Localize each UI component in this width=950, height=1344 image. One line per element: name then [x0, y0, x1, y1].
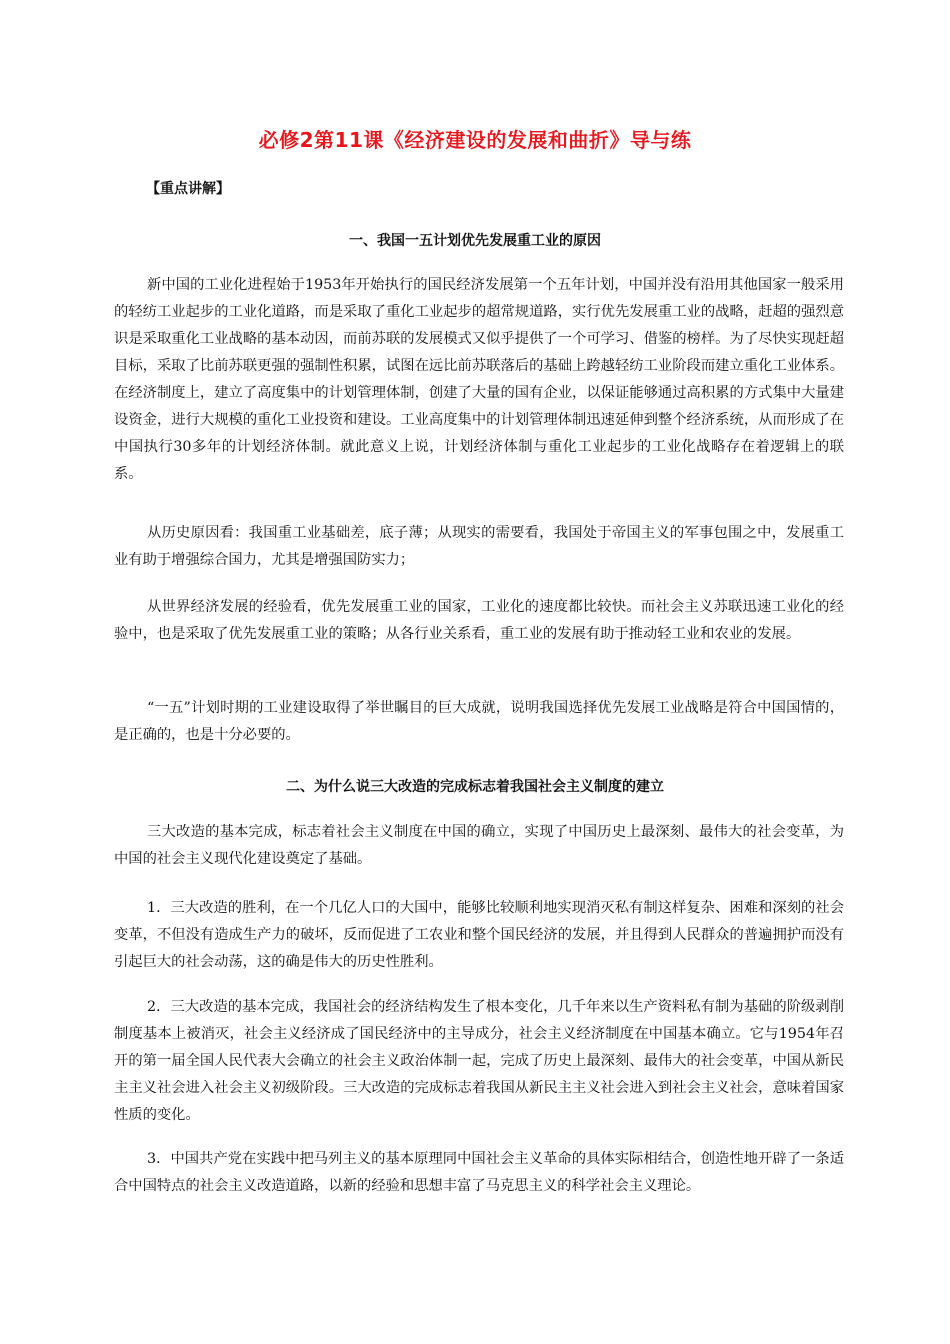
- paragraph-1: 新中国的工业化进程始于1953年开始执行的国民经济发展第一个五年计划，中国并没有沿用其他国家一般采用的轻纺工业起步的工业化道路，而是采取了重化工业起步的超常规道路，实行优先发展重工业的战略，赶超的强烈意识是采取重化工业战略的基本动因，而前苏联的发展模式又似乎提供了一个可学习、借鉴的榜样。为了尽快实现赶超目标，采取了比前苏联更强的强制性积累，试图在远比前苏联落后的基础上跨越轻纺工业阶段而建立重化工业体系。在经济制度上，建立了高度集中的计划管理体制，创建了大量的国有企业，以保证能够通过高积累的方式集中大量建设资金，进行大规模的重化工业投资和建设。工业高度集中的计划管理体制迅速延伸到整个经济系统，从而形成了在中国执行30多年的计划经济体制。就此意义上说，计划经济体制与重化工业起步的工业化战略存在着逻辑上的联系。: [114, 277, 844, 482]
- heading-one: 一、我国一五计划优先发展重工业的原因: [349, 233, 601, 249]
- paragraph-5: 三大改造的基本完成，标志着社会主义制度在中国的确立，实现了中国历史上最深刻、最伟大的社会变革，为中国的社会主义现代化建设奠定了基础。: [114, 824, 844, 867]
- paragraph-6: 1．三大改造的胜利，在一个几亿人口的大国中，能够比较顺利地实现消灭私有制这样复杂、困难和深刻的社会变革，不但没有造成生产力的破坏，反而促进了工农业和整个国民经济的发展，并且得到人民群众的普遍拥护而没有引起巨大的社会动荡，这的确是伟大的历史性胜利。: [114, 900, 844, 970]
- document-title: 必修2第11课《经济建设的发展和曲折》导与练: [258, 128, 692, 152]
- paragraph-8: 3．中国共产党在实践中把马列主义的基本原理同中国社会主义革命的具体实际相结合，创造性地开辟了一条适合中国特点的社会主义改造道路，以新的经验和思想丰富了马克思主义的科学社会主义理论。: [114, 1151, 844, 1194]
- paragraph-7: 2．三大改造的基本完成，我国社会的经济结构发生了根本变化，几千年来以生产资料私有制为基础的阶级剥削制度基本上被消灭，社会主义经济成了国民经济中的主导成分，社会主义经济制度在中国基本确立。它与1954年召开的第一届全国人民代表大会确立的社会主义政治体制一起，完成了历史上最深刻、最伟大的社会变革，中国从新民主主义社会进入社会主义初级阶段。三大改造的完成标志着我国从新民主主义社会进入到社会主义社会，意味着国家性质的变化。: [114, 999, 844, 1123]
- section-label: 【重点讲解】: [146, 181, 230, 197]
- paragraph-4: “一五”计划时期的工业建设取得了举世瞩目的巨大成就，说明我国选择优先发展工业战略是符合中国国情的，是正确的，也是十分必要的。: [114, 700, 844, 743]
- paragraph-2: 从历史原因看：我国重工业基础差，底子薄；从现实的需要看，我国处于帝国主义的军事包围之中，发展重工业有助于增强综合国力，尤其是增强国防实力；: [114, 525, 844, 568]
- paragraph-3: 从世界经济发展的经验看，优先发展重工业的国家，工业化的速度都比较快。而社会主义苏联迅速工业化的经验中，也是采取了优先发展重工业的策略；从各行业关系看，重工业的发展有助于推动轻工业和农业的发展。: [114, 599, 844, 642]
- heading-two: 二、为什么说三大改造的完成标志着我国社会主义制度的建立: [286, 779, 664, 795]
